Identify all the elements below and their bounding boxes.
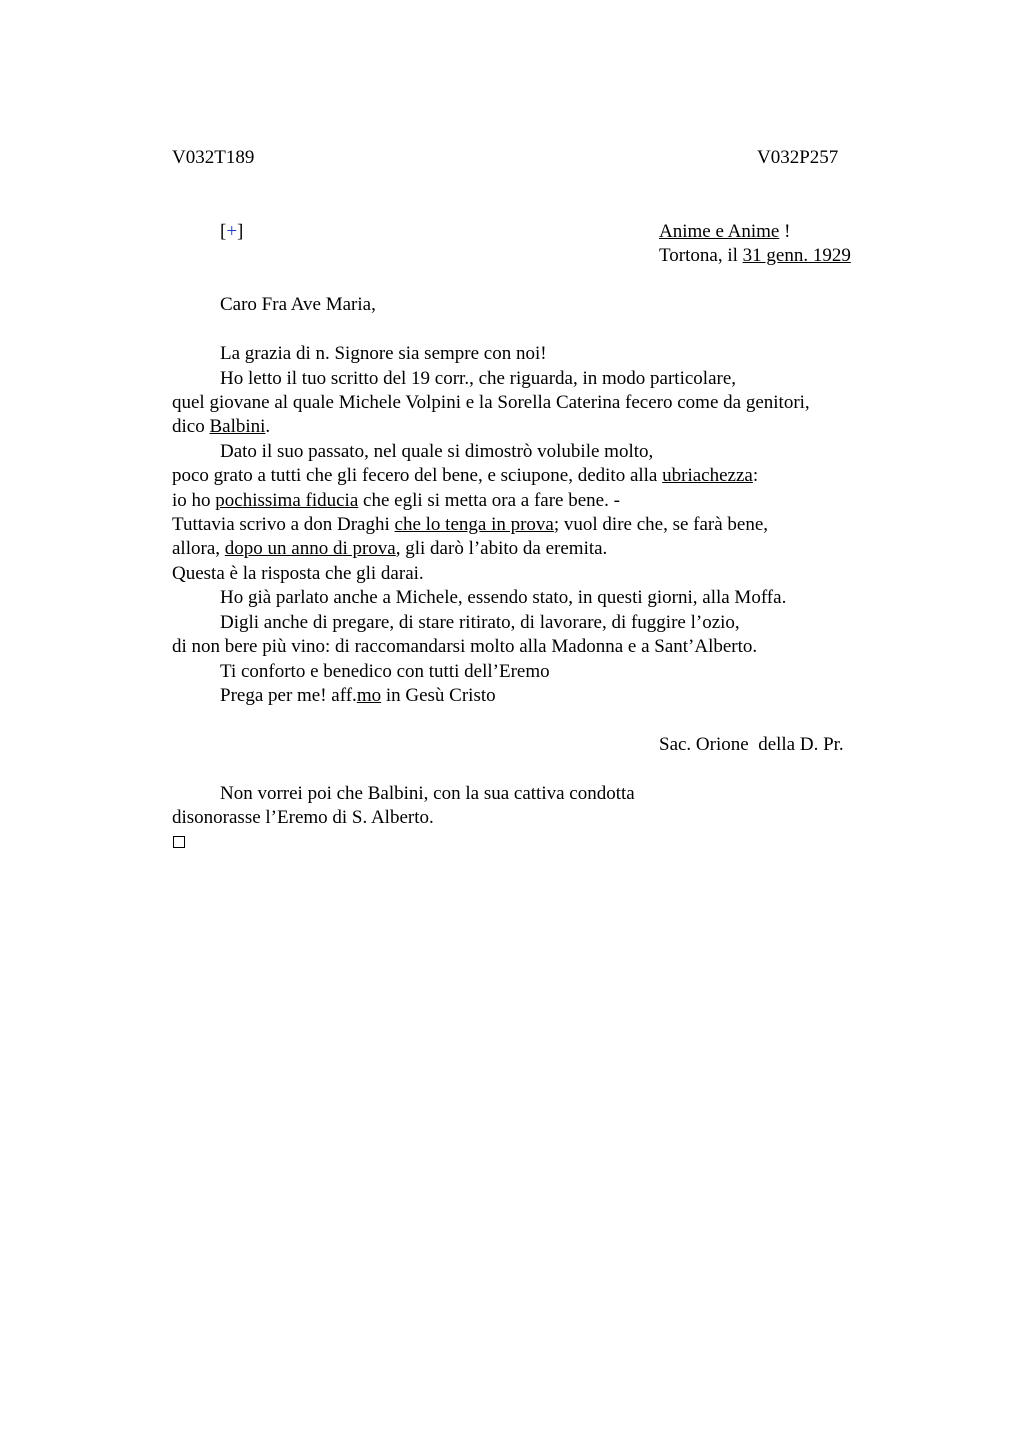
letter-date: 31 genn. 1929 — [742, 245, 851, 266]
body-line-6-underlined: ubriachezza — [662, 465, 753, 486]
signature: Sac. Orione della D. Pr. — [659, 734, 844, 755]
document-code-right: V032P257 — [757, 147, 839, 168]
body-line-8-a: Tuttavia scrivo a don Draghi — [172, 514, 395, 535]
body-line-4-underlined: Balbini — [209, 416, 266, 437]
empty-square-icon — [173, 836, 185, 848]
body-line-9-a: allora, — [172, 538, 225, 559]
cross-marker — [220, 220, 243, 244]
body-line-4 — [172, 415, 270, 439]
body-line-7-underlined: pochissima fiducia — [215, 490, 359, 511]
body-line-8 — [172, 513, 768, 537]
letter-title-underlined: Anime e Anime — [659, 221, 780, 242]
body-line-5: Dato il suo passato, nel quale si dimostrò volubile molto, — [220, 441, 654, 462]
postscript-line-1: Non vorrei poi che Balbini, con la sua cattiva condotta — [220, 783, 635, 804]
cross-bracket-close: ] — [237, 221, 244, 242]
body-line-7-a: io ho — [172, 490, 216, 511]
cross-bracket-open: [ — [220, 221, 227, 242]
body-line-14: Ti conforto e benedico con tutti dell’Eremo — [220, 661, 550, 682]
body-line-8-b: ; vuol dire che, se farà bene, — [553, 514, 769, 535]
body-line-15-underlined: mo — [356, 685, 382, 706]
body-line-13: di non bere più vino: di raccomandarsi molto alla Madonna e a Sant’Alberto. — [172, 636, 758, 657]
postscript-line-2: disonorasse l’Eremo di S. Alberto. — [172, 807, 434, 828]
body-line-15 — [220, 684, 496, 708]
body-line-6-a: poco grato a tutti che gli fecero del bene, e sciupone, dedito alla — [172, 465, 663, 486]
body-line-9-b: , gli darò l’abito da eremita. — [395, 538, 608, 559]
body-line-3: quel giovane al quale Michele Volpini e la Sorella Caterina fecero come da genitori, — [172, 392, 810, 413]
letter-place-date — [659, 244, 851, 268]
body-line-9-underlined: dopo un anno di prova — [224, 538, 396, 559]
body-line-2: Ho letto il tuo scritto del 19 corr., che riguarda, in modo particolare, — [220, 368, 737, 389]
body-line-9 — [172, 537, 607, 561]
body-line-1: La grazia di n. Signore sia sempre con noi! — [220, 343, 547, 364]
body-line-6-b: : — [752, 465, 759, 486]
body-line-7 — [172, 489, 620, 513]
body-line-15-b: in Gesù Cristo — [381, 685, 496, 706]
letter-place: Tortona, il — [659, 245, 743, 266]
body-line-6 — [172, 464, 758, 488]
body-line-4-a: dico — [172, 416, 210, 437]
body-line-11: Ho già parlato anche a Michele, essendo stato, in questi giorni, alla Moffa. — [220, 587, 787, 608]
body-line-4-b: . — [265, 416, 271, 437]
body-line-15-a: Prega per me! aff. — [220, 685, 357, 706]
salutation: Caro Fra Ave Maria, — [220, 294, 376, 315]
letter-title-suffix: ! — [779, 221, 791, 242]
body-line-8-underlined: che lo tenga in prova — [394, 514, 554, 535]
letter-title — [659, 220, 790, 244]
body-line-10: Questa è la risposta che gli darai. — [172, 563, 424, 584]
body-line-12: Digli anche di pregare, di stare ritirato, di lavorare, di fuggire l’ozio, — [220, 612, 740, 633]
document-code-left: V032T189 — [172, 147, 255, 168]
cross-icon: + — [226, 221, 238, 242]
body-line-7-b: che egli si metta ora a fare bene. - — [358, 490, 620, 511]
